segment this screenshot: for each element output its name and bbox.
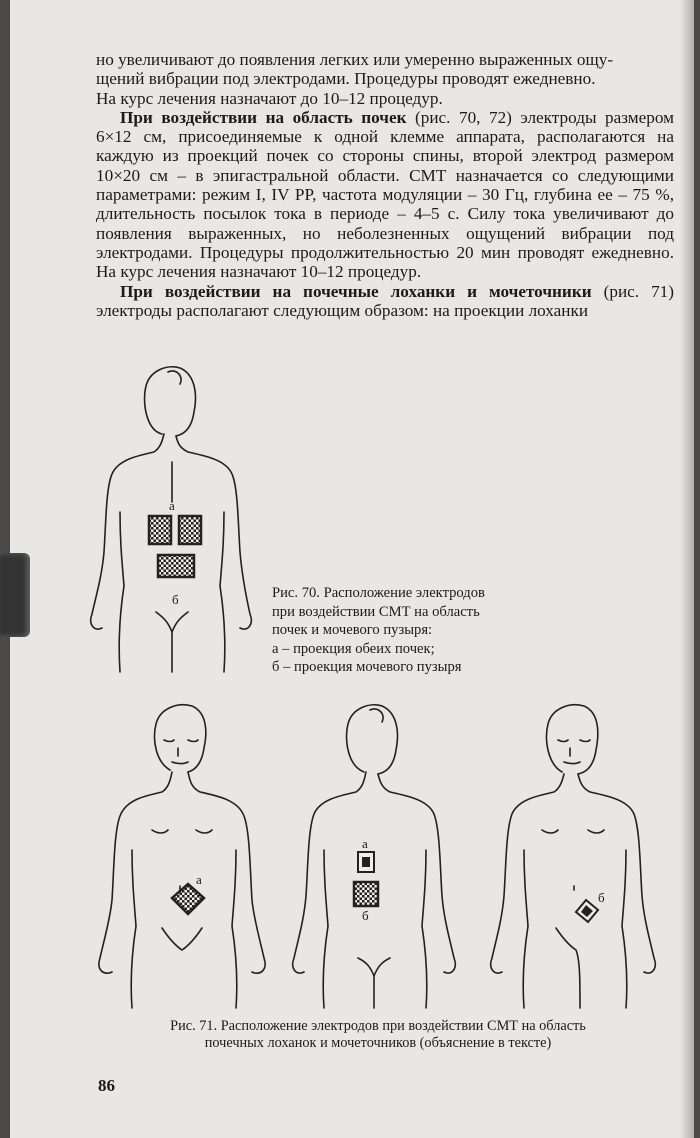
text-line: На курс лечения назначают до 10–12 процедур. (96, 88, 443, 108)
figure-71-back-view (282, 700, 472, 1010)
paragraph-kidneys (96, 108, 674, 282)
caption-line: почечных лоханок и мочеточников (объяснение в тексте) (204, 1035, 552, 1051)
text-line: щений вибрации под электродами. Процедуры проводят ежедневно. (96, 69, 596, 89)
body-text (96, 50, 674, 320)
label-b: б (362, 908, 369, 923)
figure-71-side-view (476, 700, 676, 1010)
label-a: а (362, 836, 368, 851)
label-b: б (598, 890, 605, 905)
paragraph-body: (рис. 71) электроды располагают следующим образом: на проекции лоханки (96, 281, 674, 320)
figure-71-front-view (92, 700, 282, 1010)
figure-70-caption (272, 584, 572, 677)
paragraph-heading: При воздействии на область почек (120, 107, 407, 127)
figure-71-caption (110, 1018, 646, 1052)
page-number: 86 (98, 1076, 115, 1095)
caption-line: б – проекция мочевого пузыря (272, 659, 462, 675)
figure-70-back-view (76, 362, 266, 674)
label-b: б (172, 592, 179, 607)
paragraph-body: (рис. 70, 72) электроды размером 6×12 см, присоединяемые к одной клемме аппарата, располагаются на каждую из проекций почек со стороны спины, второй электрод размером 10×20 см – в эпигастральной области. СМТ назначается со следующими параметрами: режим I, IV PP, частота модуляции – 30 Гц, глубина ее – 75 %, длительность посылок тока в периоде – 4–5 с. Силу тока увеличивают до появления выраженных, но неболезненных ощущений вибрации под электродами. Процедуры продолжительностью 20 мин проводят ежедневно. На курс лечения назначают 10–12 процедур. (96, 107, 675, 282)
caption-line: при воздействии СМТ на область (272, 603, 480, 620)
page-clip (0, 553, 30, 637)
text-line: но увеличивают до появления легких или умеренно выраженных ощу- (96, 50, 614, 69)
label-a: а (196, 872, 202, 887)
label-a: а (169, 498, 175, 513)
book-page (10, 0, 694, 1138)
paragraph-pelvis (96, 282, 674, 321)
paragraph-heading: При воздействии на почечные лоханки и мочеточники (120, 281, 592, 301)
paragraph-1 (96, 50, 674, 108)
page-edge-shadow (680, 0, 694, 1138)
caption-line: почек и мочевого пузыря: (272, 622, 433, 638)
caption-line: а – проекция обеих почек; (272, 640, 435, 657)
caption-line: Рис. 71. Расположение электродов при воздействии СМТ на область (170, 1018, 586, 1034)
caption-line: Рис. 70. Расположение электродов (272, 585, 485, 601)
